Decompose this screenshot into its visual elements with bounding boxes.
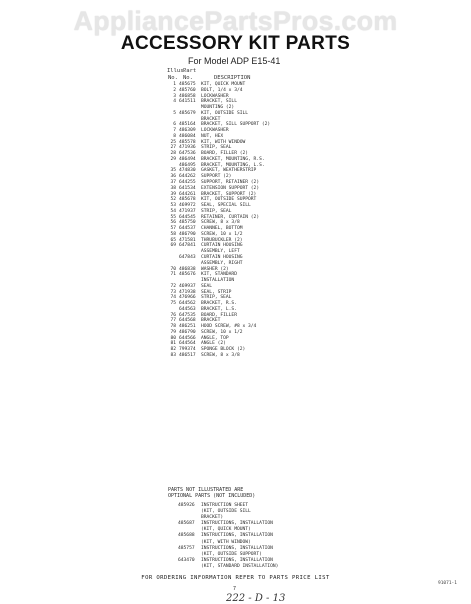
illus-number: 73: [170, 289, 176, 295]
part-description: BRACKET, SUPPORT (2): [201, 191, 257, 197]
part-description: WASHER (2): [201, 266, 229, 272]
part-description: INSTALLATION: [201, 278, 235, 284]
part-number: 644255: [179, 180, 196, 186]
note-description: (KIT, STANDARD INSTALLATION): [201, 563, 279, 569]
part-description: SPONGE BLOCK (2): [201, 347, 246, 353]
page-number: 7: [233, 586, 237, 592]
parts-row: [166, 353, 366, 359]
part-description: THRUBUCKLER (2): [201, 237, 243, 243]
note-part-number: 643470: [178, 557, 195, 563]
notes-heading: PARTS NOT ILLUSTRATED ARE: [168, 487, 244, 493]
illus-number: 2: [173, 87, 176, 93]
part-description: ASSEMBLY, LEFT: [201, 249, 240, 255]
illus-number: 83: [170, 352, 176, 358]
illus-number: 39: [170, 191, 176, 197]
part-description: CURTAIN HOUSING: [201, 243, 243, 249]
watermark: AppliancePartsPros.com: [73, 6, 398, 36]
part-number: 799374: [179, 347, 196, 353]
illus-number: 28: [170, 151, 176, 157]
part-description: CURTAIN HOUSING: [201, 254, 243, 260]
part-description: SCREW, 8 x 3/8: [201, 352, 240, 358]
note-description: INSTRUCTIONS, INSTALLATION: [201, 521, 273, 527]
part-description: MOUNTING (2): [201, 105, 235, 111]
part-number: 471581: [179, 237, 196, 243]
illus-number: 5: [173, 110, 176, 116]
illus-number: 1: [173, 82, 176, 87]
page-title: ACCESSORY KIT PARTS: [120, 33, 351, 54]
illus-number: 75: [170, 301, 176, 307]
part-description: SEAL, STRIP: [201, 289, 232, 295]
note-part-number: 485757: [178, 545, 195, 551]
handwritten-note: 222 - D - 13: [226, 593, 286, 604]
illus-number: 79: [170, 329, 176, 335]
document-stamp: 91071-1: [438, 581, 457, 586]
part-description: BRACKET, MOUNTING, R.S.: [201, 156, 265, 162]
illus-number: 74: [170, 295, 176, 301]
part-number: 486858: [179, 93, 196, 99]
part-description: BOLT, 1/4 x 3/4: [201, 87, 243, 93]
illus-number: 53: [170, 203, 176, 209]
part-number: 476966: [179, 295, 196, 301]
column-header-part-no: No.: [183, 75, 193, 81]
part-description: BRACKET, R.S.: [201, 301, 237, 307]
part-description: LOCKWASHER: [201, 93, 229, 99]
part-number: 485675: [179, 82, 196, 87]
illus-number: 35: [170, 168, 176, 174]
illus-number: 36: [170, 174, 176, 180]
note-description: (KIT, OUTSIDE SILL: [201, 509, 251, 515]
part-description: BRACKET: [201, 318, 221, 324]
notes-row: [168, 564, 388, 570]
part-description: KIT, OUTSIDE SUPPORT: [201, 197, 257, 203]
part-description: RETAINER, CURTAIN (2): [201, 214, 260, 220]
part-number: 644562: [179, 301, 196, 307]
part-description: SEAL, SPECIAL SILL: [201, 203, 251, 209]
illus-number: 37: [170, 180, 176, 186]
part-number: 486251: [179, 324, 196, 330]
part-description: KIT, OUTSIDE SILL: [201, 110, 249, 116]
illus-number: 6: [173, 122, 176, 128]
model-subtitle: For Model ADP E15-41: [188, 56, 281, 66]
illus-number: 8: [173, 133, 176, 139]
part-number: 485164: [179, 122, 196, 128]
part-number: 474830: [179, 168, 196, 174]
part-description: NUT, HEX: [201, 133, 224, 139]
note-description: (KIT, OUTSIDE SUPPORT): [201, 551, 262, 557]
illus-number: 7: [173, 128, 176, 134]
illus-number: 72: [170, 283, 176, 289]
illus-number: 77: [170, 318, 176, 324]
part-number: 486790: [179, 231, 196, 237]
illus-number: 55: [170, 214, 176, 220]
part-number: 471938: [179, 289, 196, 295]
illus-number: 29: [170, 156, 176, 162]
part-number: 641511: [179, 99, 196, 105]
part-description: BRACKET: [201, 116, 221, 122]
part-number: 485676: [179, 272, 196, 278]
part-description: ASSEMBLY, RIGHT: [201, 260, 243, 266]
part-number: 485678: [179, 197, 196, 203]
part-number: 486495: [179, 162, 196, 168]
part-description: STRIP, SEAL: [201, 295, 232, 301]
part-description: STRIP, SEAL: [201, 208, 232, 214]
illus-number: 70: [170, 266, 176, 272]
illus-number: 82: [170, 347, 176, 353]
part-number: 644563: [179, 306, 196, 312]
illus-number: 27: [170, 145, 176, 151]
part-number: 485750: [179, 220, 196, 226]
parts-list: [166, 82, 366, 359]
note-part-number: 485688: [178, 533, 195, 539]
part-description: SEAL: [201, 283, 213, 289]
illus-number: 65: [170, 237, 176, 243]
part-number: 647841: [179, 243, 196, 249]
illus-number: 3: [173, 93, 176, 99]
illus-number: 78: [170, 324, 176, 330]
part-number: 485679: [179, 110, 196, 116]
illus-number: 80: [170, 335, 176, 341]
part-description: BRACKET, MOUNTING, L.S.: [201, 162, 265, 168]
part-description: BRACKET, SILL: [201, 99, 237, 105]
part-description: ANGLE (2): [201, 341, 226, 347]
notes-subheading: OPTIONAL PARTS (NOT INCLUDED): [168, 493, 256, 499]
part-number: 644262: [179, 174, 196, 180]
part-description: SCREW, 10 x 1/2: [201, 231, 243, 237]
part-description: ANGLE, TOP: [201, 335, 229, 341]
part-description: CHANNEL, BOTTOM: [201, 226, 243, 232]
illus-number: 69: [170, 243, 176, 249]
part-number: 644566: [179, 335, 196, 341]
notes-section: [168, 487, 388, 570]
illus-number: 71: [170, 272, 176, 278]
part-number: 486084: [179, 133, 196, 139]
part-number: 469937: [179, 283, 196, 289]
part-description: GASKET, WEATHERSTRIP: [201, 168, 257, 174]
part-number: 647536: [179, 151, 196, 157]
part-number: 644545: [179, 214, 196, 220]
part-description: KIT, WITH WINDOW: [201, 139, 246, 145]
part-number: 647535: [179, 312, 196, 318]
illus-number: 56: [170, 220, 176, 226]
illus-number: 81: [170, 341, 176, 347]
part-description: KIT, STANDARD: [201, 272, 237, 278]
part-description: BOARD, FILLER (2): [201, 151, 249, 157]
part-description: LOCKWASHER: [201, 128, 229, 134]
column-header-no: No.: [168, 75, 178, 81]
note-description: BRACKET): [201, 515, 224, 521]
part-description: BRACKET, SILL SUPPORT (2): [201, 122, 271, 128]
column-header-description: DESCRIPTION: [214, 75, 251, 81]
part-number: 485760: [179, 87, 196, 93]
note-description: INSTRUCTIONS, INSTALLATION: [201, 557, 273, 563]
illus-number: 38: [170, 185, 176, 191]
illus-number: 52: [170, 197, 176, 203]
part-description: STRIP, SEAL: [201, 145, 232, 151]
part-description: BRACKET, L.S.: [201, 306, 237, 312]
column-header-part: Part: [183, 68, 197, 74]
part-description: EXTENSION SUPPORT (2): [201, 185, 260, 191]
part-number: 471937: [179, 208, 196, 214]
part-description: BOARD, FILLER: [201, 312, 237, 318]
part-number: 644568: [179, 318, 196, 324]
part-description: HOOD SCREW, #8 x 3/4: [201, 324, 257, 330]
ordering-footer: FOR ORDERING INFORMATION REFER TO PARTS PRICE LIST: [141, 575, 330, 581]
note-description: INSTRUCTIONS, INSTALLATION: [201, 533, 273, 539]
illus-number: 58: [170, 231, 176, 237]
note-description: INSTRUCTION SHEET: [201, 503, 249, 508]
part-number: 485578: [179, 139, 196, 145]
part-number: 486517: [179, 352, 196, 358]
part-number: 486494: [179, 156, 196, 162]
part-number: 486790: [179, 329, 196, 335]
column-header-illus: Illus.: [167, 68, 187, 74]
note-part-number: 485687: [178, 521, 195, 527]
part-number: 641534: [179, 185, 196, 191]
part-number: 486309: [179, 128, 196, 134]
part-number: 644537: [179, 226, 196, 232]
note-part-number: 485926: [178, 503, 195, 508]
part-number: 644564: [179, 341, 196, 347]
part-number: 486838: [179, 266, 196, 272]
illus-number: 4: [173, 99, 176, 105]
illus-number: 25: [170, 139, 176, 145]
note-description: (KIT, QUICK MOUNT): [201, 527, 251, 533]
part-description: SCREW, 10 x 1/2: [201, 329, 243, 335]
illus-number: 76: [170, 312, 176, 318]
note-description: (KIT, WITH WINDOW): [201, 539, 251, 545]
illus-number: 57: [170, 226, 176, 232]
part-description: SUPPORT (2): [201, 174, 232, 180]
part-description: SCREW, 8 x 3/8: [201, 220, 240, 226]
part-number: 644261: [179, 191, 196, 197]
part-number: 647843: [179, 254, 196, 260]
part-number: 469972: [179, 203, 196, 209]
part-number: 471936: [179, 145, 196, 151]
part-description: KIT, QUICK MOUNT: [201, 82, 246, 87]
illus-number: 54: [170, 208, 176, 214]
note-description: INSTRUCTIONS, INSTALLATION: [201, 545, 273, 551]
part-description: SUPPORT, RETAINER (2): [201, 180, 260, 186]
